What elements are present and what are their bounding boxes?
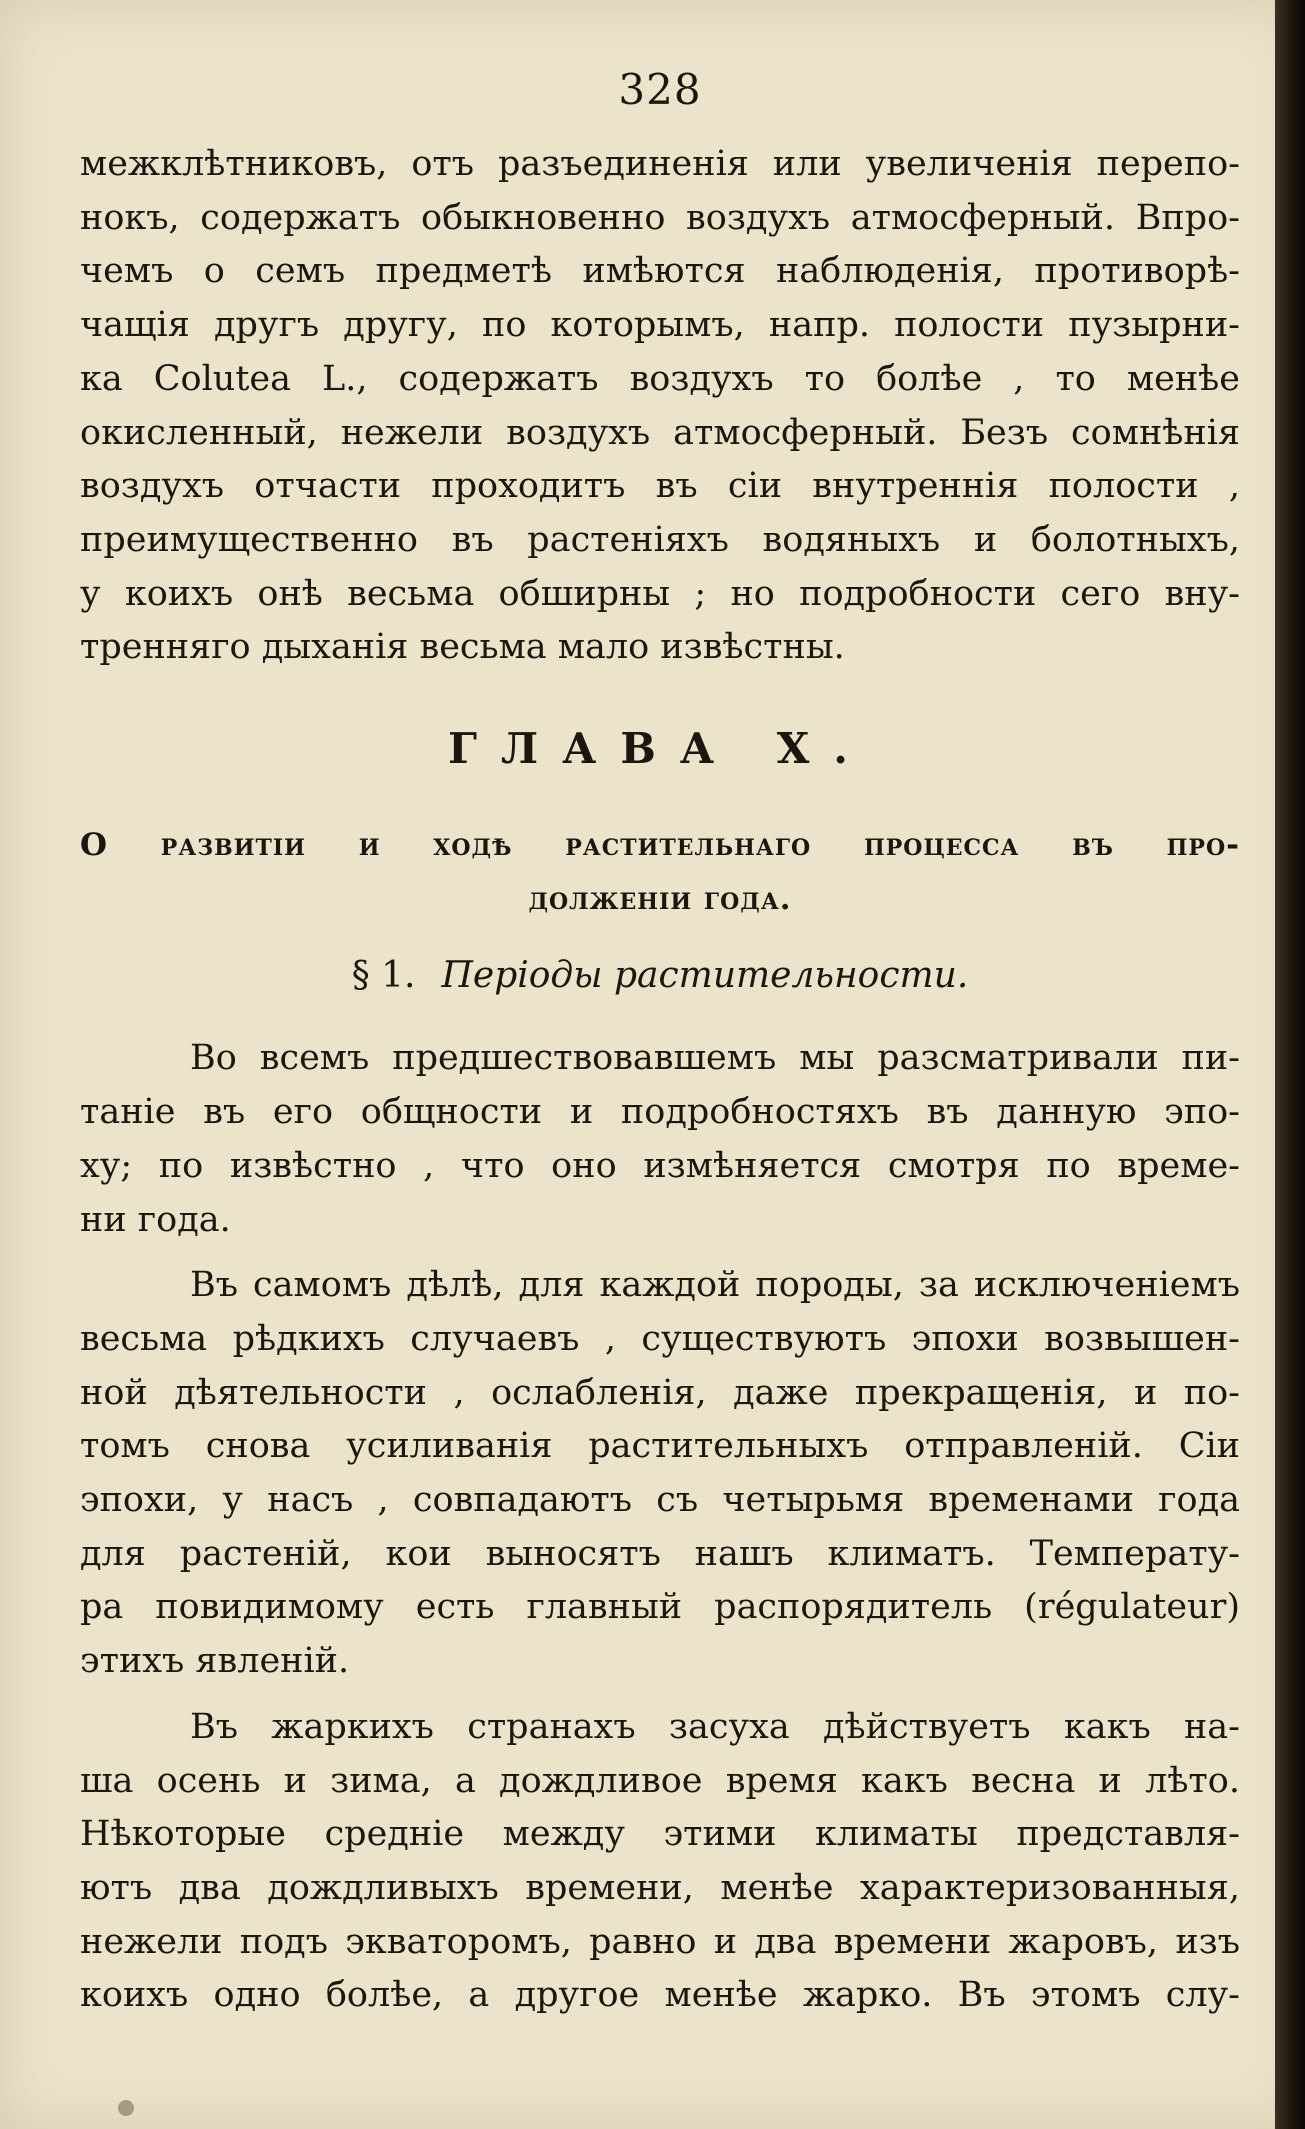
text-line: преимущественно въ растеніяхъ водяныхъ и болотныхъ, bbox=[80, 519, 1240, 560]
section-heading bbox=[80, 946, 1240, 1006]
text-line: чемъ о семъ предметѣ имѣются наблюденія, противорѣ- bbox=[80, 251, 1240, 292]
text-line: ни года. bbox=[80, 1199, 231, 1240]
text-line: ка Colutea L., содержатъ воздухъ то болѣе , то менѣе bbox=[80, 358, 1240, 399]
text-line: Въ жаркихъ странахъ засуха дѣйствуетъ какъ на- bbox=[190, 1706, 1240, 1747]
intro-paragraph bbox=[80, 138, 1240, 675]
text-line: ху; по извѣстно , что оно измѣняется смотря по време- bbox=[80, 1145, 1240, 1186]
section-number: § 1. bbox=[351, 955, 416, 997]
page-number: 328 bbox=[618, 65, 702, 114]
text-line: томъ снова усиливанія растительныхъ отправленій. Сіи bbox=[80, 1426, 1240, 1467]
book-spine-shadow bbox=[1275, 0, 1305, 2129]
text-line: таніе въ его общности и подробностяхъ въ данную эпо- bbox=[80, 1092, 1240, 1133]
page-text bbox=[80, 60, 1240, 2035]
text-line: ра повидимому есть главный распорядитель (régulateur) bbox=[80, 1587, 1240, 1628]
text-line: нокъ, содержатъ обыкновенно воздухъ атмосферный. Впро- bbox=[80, 197, 1240, 238]
text-line: окисленный, нежели воздухъ атмосферный. Безъ сомнѣнія bbox=[80, 412, 1240, 453]
chapter-heading: ГЛАВА X. bbox=[448, 724, 872, 774]
text-line: Въ самомъ дѣлѣ, для каждой породы, за исключеніемъ bbox=[190, 1265, 1240, 1306]
paragraph-3 bbox=[80, 1701, 1240, 2023]
text-line: этихъ явленій. bbox=[80, 1641, 350, 1682]
ink-smudge bbox=[118, 2100, 134, 2116]
text-line: у коихъ онѣ весьма обширны ; но подробности сего вну- bbox=[80, 573, 1240, 614]
text-line: для растеній, кои выносятъ нашъ климатъ. Температу- bbox=[80, 1533, 1240, 1574]
section-title: Періоды растительности. bbox=[441, 955, 969, 997]
text-line: чащія другъ другу, по которымъ, напр. полости пузырни- bbox=[80, 305, 1240, 346]
text-line: ютъ два дождливыхъ времени, менѣе характеризованныя, bbox=[80, 1867, 1240, 1908]
text-line: Нѣкоторые средніе между этими климаты представля- bbox=[80, 1814, 1240, 1855]
text-line: воздухъ отчасти проходитъ въ сіи внутреннія полости , bbox=[80, 466, 1240, 507]
text-line: тренняго дыханія весьма мало извѣстны. bbox=[80, 627, 845, 668]
text-line: Во всемъ предшествовавшемъ мы разсматривали пи- bbox=[190, 1038, 1240, 1079]
text-line: ша осень и зима, а дождливое время какъ весна и лѣто. bbox=[80, 1760, 1240, 1801]
text-line: ной дѣятельности , ослабленія, даже прекращенія, и по- bbox=[80, 1372, 1240, 1413]
text-line: коихъ одно болѣе, а другое менѣе жарко. Въ этомъ слу- bbox=[80, 1975, 1240, 2016]
text-line: эпохи, у насъ , совпадаютъ съ четырьмя временами года bbox=[80, 1480, 1240, 1521]
paragraph-2 bbox=[80, 1259, 1240, 1689]
chapter-subtitle-line: долженіи года. bbox=[528, 880, 792, 917]
chapter-subtitle-line: О развитіи и ходѣ растительнаго процесса въ про- bbox=[80, 827, 1240, 864]
text-line: весьма рѣдкихъ случаевъ , существуютъ эпохи возвышен- bbox=[80, 1318, 1240, 1359]
paragraph-1 bbox=[80, 1032, 1240, 1247]
chapter-subtitle bbox=[80, 819, 1240, 926]
text-line: межклѣтниковъ, отъ разъединенія или увеличенія перепо- bbox=[80, 144, 1240, 184]
text-line: нежели подъ экваторомъ, равно и два времени жаровъ, изъ bbox=[80, 1921, 1240, 1962]
